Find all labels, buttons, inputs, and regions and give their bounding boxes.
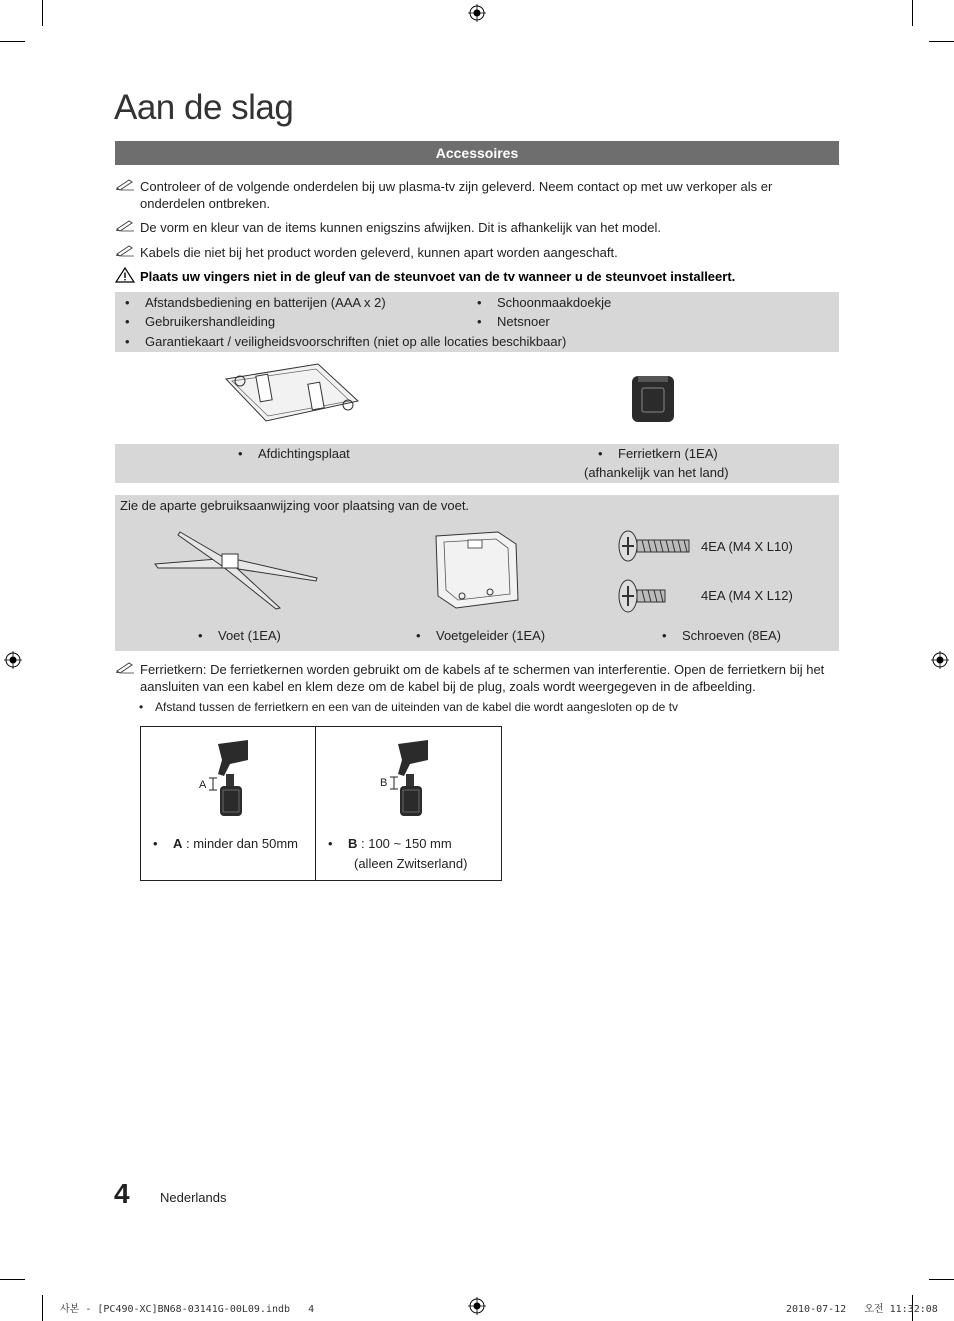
dimension-marker-icon xyxy=(208,776,218,792)
warning-text: Plaats uw vingers niet in de gleuf van de steunvoet van de tv wanneer u de steunvoet installeert. xyxy=(140,269,736,284)
page-title: Aan de slag xyxy=(114,88,294,127)
list-item: • Schoonmaakdoekje xyxy=(477,295,612,310)
pencil-note-icon xyxy=(115,660,135,674)
registration-mark-icon xyxy=(931,651,949,669)
list-item-text: Voet (1EA) xyxy=(218,628,281,643)
list-item-text: Voetgeleider (1EA) xyxy=(436,628,546,643)
screw-b-label: 4EA (M4 X L12) xyxy=(701,588,793,603)
stand-guide-illustration xyxy=(428,530,522,610)
note-item xyxy=(115,219,839,236)
note-text: De vorm en kleur van de items kunnen enigszins afwijken. Dit is afhankelijk van het model. xyxy=(140,220,661,235)
section-header: Accessoires xyxy=(115,141,839,165)
list-item: • Afdichtingsplaat xyxy=(238,446,350,461)
distance-b-text: : 100 ~ 150 mm xyxy=(357,836,452,851)
print-date-info: 2010-07-12 오전 11:32:08 xyxy=(786,1304,938,1315)
dimension-label-a: A xyxy=(199,779,207,791)
list-item: • B : 100 ~ 150 mm xyxy=(328,836,452,851)
print-file-info: 사본 - [PC490-XC]BN68-03141G-00L09.indb 4 xyxy=(60,1304,315,1315)
pencil-note-icon xyxy=(115,243,135,257)
list-item: • Voetgeleider (1EA) xyxy=(416,628,546,643)
dimension-label-b: B xyxy=(380,777,388,789)
pencil-note-icon xyxy=(115,218,135,232)
stand-foot-illustration xyxy=(152,528,320,610)
list-item: • Afstandsbediening en batterijen (AAA x 2) xyxy=(125,295,386,310)
registration-mark-icon xyxy=(4,651,22,669)
list-item: • Ferrietkern (1EA) xyxy=(598,446,718,461)
crop-mark xyxy=(929,1279,954,1280)
registration-mark-icon xyxy=(468,4,486,22)
distance-b-letter: B xyxy=(348,836,358,851)
crop-mark xyxy=(0,41,25,42)
crop-mark xyxy=(929,41,954,42)
note-item xyxy=(115,244,839,261)
screw-a-label: 4EA (M4 X L10) xyxy=(701,539,793,554)
warning-triangle-icon xyxy=(115,267,135,283)
note-text: Kabels die niet bij het product worden geleverd, kunnen apart worden aangeschaft. xyxy=(140,245,618,260)
screw-long-illustration xyxy=(618,578,668,614)
distance-b-note: (alleen Zwitserland) xyxy=(354,856,468,871)
crop-mark xyxy=(912,0,913,26)
list-item: • Gebruikershandleiding xyxy=(125,314,276,329)
parts-panel xyxy=(115,444,839,483)
stand-intro: Zie de aparte gebruiksaanwijzing voor plaatsing van de voet. xyxy=(120,498,470,513)
language-label: Nederlands xyxy=(160,1190,227,1205)
note-text: Controleer of de volgende onderdelen bij uw plasma-tv zijn geleverd. Neem contact op met uw verkoper als er onderdelen ontbreken. xyxy=(140,179,773,211)
registration-mark-icon xyxy=(468,1297,486,1315)
list-item: • Garantiekaart / veiligheidsvoorschriften (niet op alle locaties beschikbaar) xyxy=(125,334,567,349)
sub-list-item-text: Afstand tussen de ferrietkern en een van de uiteinden van de kabel die wordt aangesloten op de tv xyxy=(155,700,679,714)
note-item xyxy=(115,178,839,212)
sub-list-item: • Afstand tussen de ferrietkern en een van de uiteinden van de kabel die wordt aangesloten op de tv xyxy=(139,700,679,714)
ferrite-core-illustration xyxy=(630,374,676,424)
list-item-text: Schoonmaakdoekje xyxy=(497,295,612,310)
sealing-plate-illustration xyxy=(222,361,360,426)
cable-with-ferrite-a-illustration xyxy=(212,738,252,822)
list-item-text: Schroeven (8EA) xyxy=(682,628,781,643)
list-item: • Voet (1EA) xyxy=(198,628,281,643)
page-number: 4 xyxy=(114,1178,130,1209)
list-item-text: Afstandsbediening en batterijen (AAA x 2) xyxy=(145,295,386,310)
list-item: • A : minder dan 50mm xyxy=(153,836,298,851)
list-item-text: Afdichtingsplaat xyxy=(258,446,350,461)
warning-item xyxy=(115,268,839,285)
list-item: • Schroeven (8EA) xyxy=(662,628,781,643)
dimension-marker-icon xyxy=(389,775,399,791)
pencil-note-icon xyxy=(115,177,135,191)
list-item-text: Garantiekaart / veiligheidsvoorschriften (niet op alle locaties beschikbaar) xyxy=(145,334,567,349)
ferrite-note: (afhankelijk van het land) xyxy=(584,465,729,480)
screw-short-illustration xyxy=(618,529,692,563)
list-item-text: Netsnoer xyxy=(497,314,550,329)
crop-mark xyxy=(42,0,43,26)
list-item-text: Ferrietkern (1EA) xyxy=(618,446,718,461)
note-item xyxy=(115,661,839,695)
distance-a-text: : minder dan 50mm xyxy=(182,836,298,851)
distance-a-letter: A xyxy=(173,836,183,851)
note-text: Ferrietkern: De ferrietkernen worden gebruikt om de kabels af te schermen van interferentie. Open de ferrietkern bij het aansluiten van een kabel en klem deze om de kabel bij de plug, zoals wordt weergegeven in de afbeelding. xyxy=(140,662,825,694)
list-item: • Netsnoer xyxy=(477,314,550,329)
list-item-text: Gebruikershandleiding xyxy=(145,314,276,329)
crop-mark xyxy=(0,1279,25,1280)
diagram-divider xyxy=(315,727,316,880)
crop-mark xyxy=(42,1295,43,1321)
